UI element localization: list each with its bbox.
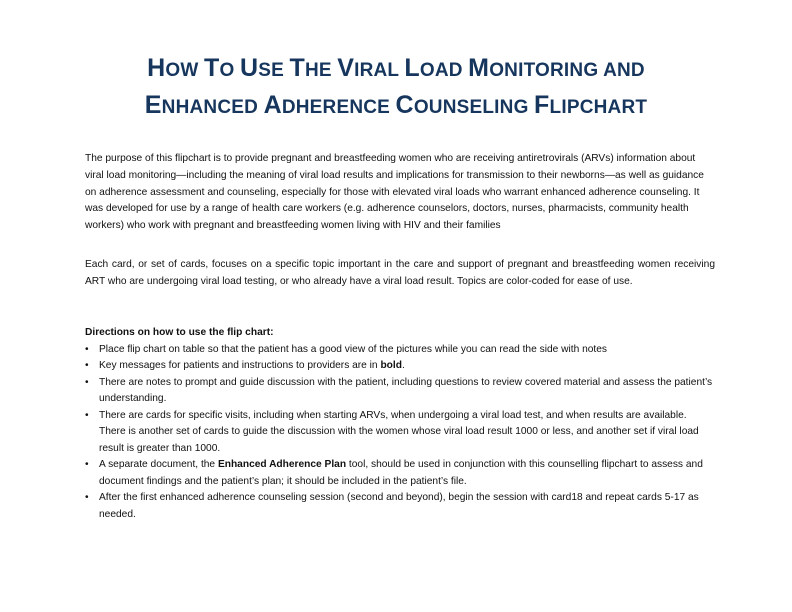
title-word: TO	[204, 54, 240, 82]
bullet-icon: •	[85, 492, 89, 503]
directions-section	[85, 325, 715, 523]
title-line-1	[60, 52, 732, 87]
intro-paragraph: The purpose of this flipchart is to provide pregnant and breastfeeding women who are receiving antiretrovirals (ARVs) information about viral load monitoring—including the meaning of viral load results and implications for transmission to their newborns—as well as guidance on adherence assessment and counseling, especially for those with elevated viral loads who warrant enhanced adherence counseling. It was developed for use by a range of health care workers (e.g. adherence counselors, doctors, nurses, pharmacists, community health workers) who work with pregnant and breastfeeding women living with HIV and their families	[85, 153, 704, 232]
list-item: • Place flip chart on table so that the patient has a good view of the pictures while you can read the side with notes	[85, 342, 715, 359]
list-item: • After the first enhanced adherence counseling session (second and beyond), begin the session with card18 and repeat cards 5-17 as needed.	[85, 492, 699, 520]
bullet-icon: •	[85, 360, 89, 371]
title-word: MONITORING AND	[468, 54, 645, 82]
title-line-2	[60, 89, 732, 124]
list-item: • There are cards for specific visits, including when starting ARVs, when undergoing a viral load test, and when results are available. There is another set of cards to guide the discussion with the women whose viral load result 1000 or less, and another set if viral load result is greater than 1000.	[85, 409, 699, 454]
title-word: HOW	[147, 54, 204, 82]
directions-list	[85, 342, 715, 524]
bullet-icon: •	[85, 409, 89, 421]
title-word: VIRAL	[337, 54, 405, 82]
bullet-icon: •	[85, 376, 89, 388]
title-word: ENHANCED	[144, 91, 264, 119]
list-item: • A separate document, the Enhanced Adherence Plan tool, should be used in conjunction with this counselling flipchart to assess and document findings and the patient’s plan; it should be included in the patient’s file.	[85, 459, 703, 487]
bullet-icon: •	[85, 459, 89, 470]
list-item: • Key messages for patients and instructions to providers are in bold.	[85, 358, 715, 375]
title-word: ADHERENCE	[263, 91, 396, 119]
title-word: COUNSELING	[395, 91, 535, 119]
title-word: USE	[239, 54, 290, 82]
title-word: FLIPCHART	[534, 91, 648, 119]
list-item: • There are notes to prompt and guide discussion with the patient, including questions to review covered material and assess the patient’s understanding.	[85, 376, 713, 404]
title-word: LOAD	[404, 54, 469, 82]
directions-heading: Directions on how to use the flip chart:	[85, 327, 274, 338]
cards-paragraph: Each card, or set of cards, focuses on a specific topic important in the care and support of pregnant and breastfeeding women receiving ART who are undergoing viral load testing, or who already have a viral load result. Topics are color-coded for ease of use.	[85, 259, 715, 287]
title-word: THE	[289, 54, 338, 82]
bullet-icon: •	[85, 343, 89, 355]
